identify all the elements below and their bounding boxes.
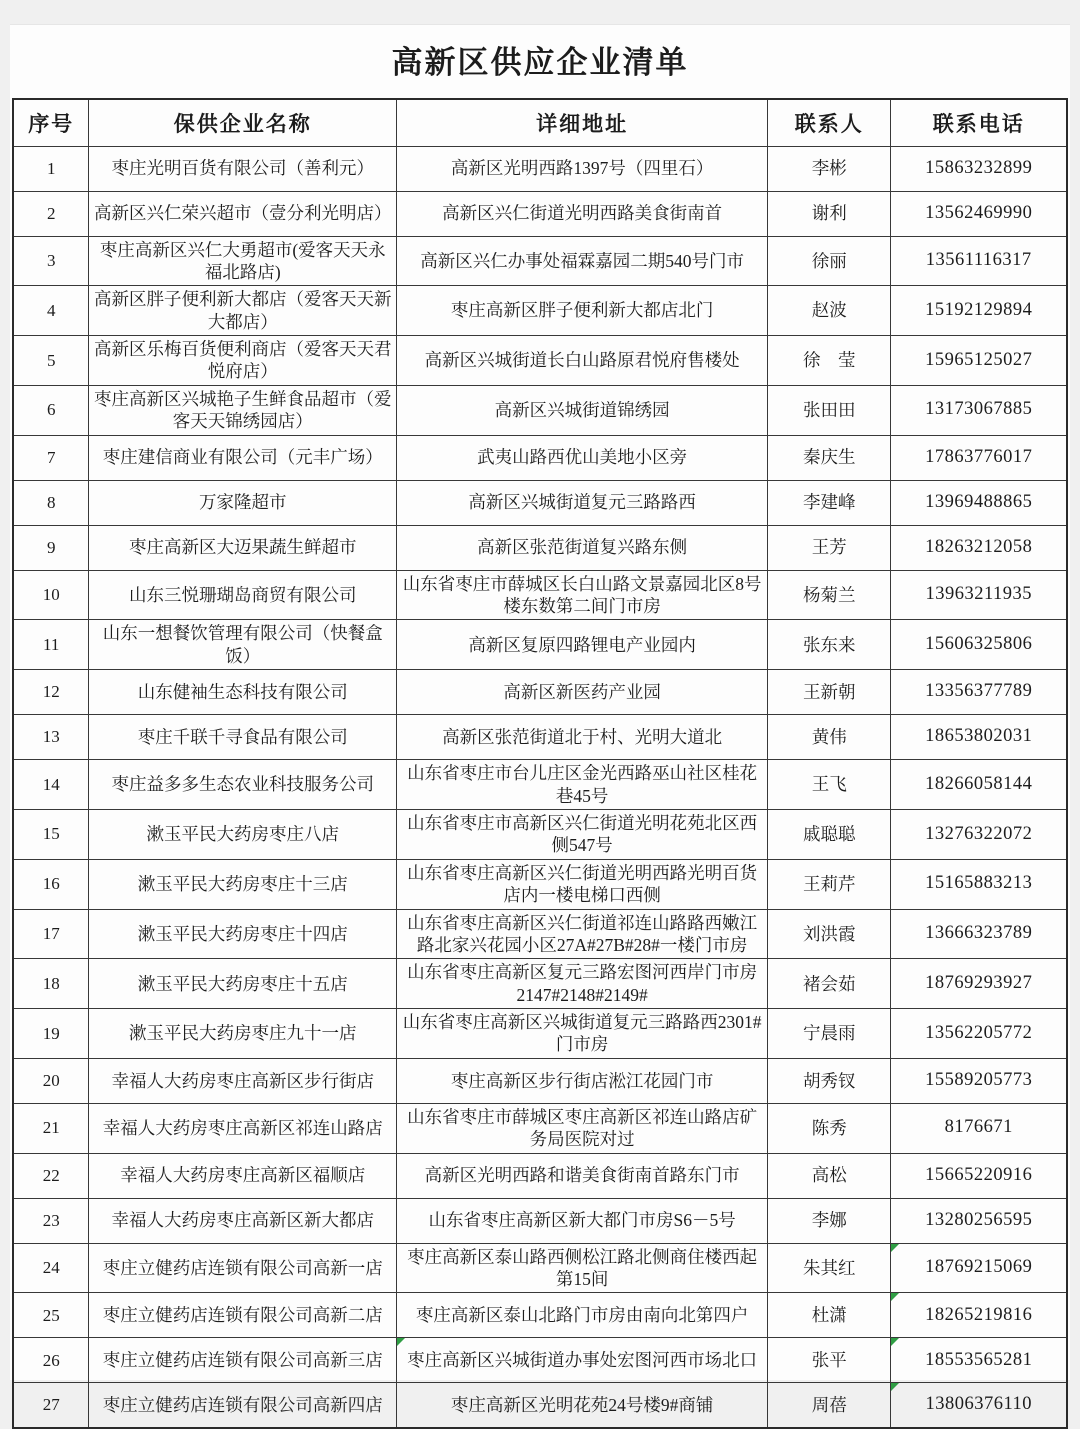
row-name: 高新区胖子便利新大都店（爱客天天新大都店）	[89, 286, 397, 336]
row-address: 高新区光明西路1397号（四里石）	[397, 146, 768, 191]
row-address: 枣庄高新区光明花苑24号楼9#商铺	[397, 1383, 768, 1428]
table-row	[13, 959, 1067, 1009]
row-phone: 18769293927	[891, 959, 1067, 1009]
row-contact: 周蓓	[768, 1383, 891, 1428]
row-no: 22	[13, 1153, 89, 1198]
table-row	[13, 286, 1067, 336]
row-name: 漱玉平民大药房枣庄十三店	[89, 859, 397, 909]
row-contact: 王莉芹	[768, 859, 891, 909]
row-no: 11	[13, 620, 89, 670]
row-phone: 18263212058	[891, 525, 1067, 570]
row-contact: 谢利	[768, 191, 891, 236]
row-contact: 王飞	[768, 760, 891, 810]
row-no: 2	[13, 191, 89, 236]
table-row	[13, 670, 1067, 715]
row-phone: 13969488865	[891, 480, 1067, 525]
table-row	[13, 1198, 1067, 1243]
row-address: 高新区张范街道北于村、光明大道北	[397, 715, 768, 760]
row-address: 武夷山路西优山美地小区旁	[397, 435, 768, 480]
table-row	[13, 336, 1067, 386]
table-row	[13, 909, 1067, 959]
row-phone: 13562469990	[891, 191, 1067, 236]
row-no: 7	[13, 435, 89, 480]
row-address: 山东省枣庄高新区复元三路宏图河西岸门市房2147#2148#2149#	[397, 959, 768, 1009]
row-name: 枣庄高新区兴仁大勇超市(爱客天天永福北路店)	[89, 236, 397, 286]
row-no: 25	[13, 1293, 89, 1338]
row-name: 山东一想餐饮管理有限公司（快餐盒饭）	[89, 620, 397, 670]
row-no: 26	[13, 1338, 89, 1383]
row-address: 高新区新医药产业园	[397, 670, 768, 715]
row-name: 山东三悦珊瑚岛商贸有限公司	[89, 570, 397, 620]
row-contact: 王芳	[768, 525, 891, 570]
row-address: 山东省枣庄高新区兴城街道复元三路路西2301#门市房	[397, 1009, 768, 1059]
row-no: 21	[13, 1103, 89, 1153]
row-phone: 13173067885	[891, 385, 1067, 435]
row-no: 23	[13, 1198, 89, 1243]
row-name: 枣庄光明百货有限公司（善利元）	[89, 146, 397, 191]
table-row	[13, 570, 1067, 620]
table-row	[13, 620, 1067, 670]
row-no: 19	[13, 1009, 89, 1059]
table-row	[13, 236, 1067, 286]
row-address: 山东省枣庄市台儿庄区金光西路巫山社区桂花巷45号	[397, 760, 768, 810]
row-contact: 陈秀	[768, 1103, 891, 1153]
row-name: 枣庄立健药店连锁有限公司高新四店	[89, 1383, 397, 1428]
row-no: 6	[13, 385, 89, 435]
table-row	[13, 1009, 1067, 1059]
row-phone: 18769215069	[891, 1243, 1067, 1293]
row-contact: 褚会茹	[768, 959, 891, 1009]
row-address: 高新区兴城街道复元三路路西	[397, 480, 768, 525]
table-header-row	[13, 99, 1067, 146]
table-row	[13, 809, 1067, 859]
table-row	[13, 480, 1067, 525]
row-address: 枣庄高新区兴城街道办事处宏图河西市场北口	[397, 1338, 768, 1383]
row-name: 幸福人大药房枣庄高新区福顺店	[89, 1153, 397, 1198]
row-contact: 黄伟	[768, 715, 891, 760]
row-phone: 18553565281	[891, 1338, 1067, 1383]
row-name: 漱玉平民大药房枣庄十四店	[89, 909, 397, 959]
row-name: 幸福人大药房枣庄高新区祁连山路店	[89, 1103, 397, 1153]
row-name: 幸福人大药房枣庄高新区步行街店	[89, 1058, 397, 1103]
row-no: 18	[13, 959, 89, 1009]
row-phone: 15863232899	[891, 146, 1067, 191]
row-phone: 18265219816	[891, 1293, 1067, 1338]
table-row	[13, 385, 1067, 435]
row-name: 枣庄立健药店连锁有限公司高新一店	[89, 1243, 397, 1293]
row-no: 5	[13, 336, 89, 386]
row-name: 山东健袖生态科技有限公司	[89, 670, 397, 715]
row-contact: 徐 莹	[768, 336, 891, 386]
row-name: 高新区兴仁荣兴超市（壹分利光明店）	[89, 191, 397, 236]
row-phone: 15165883213	[891, 859, 1067, 909]
table-row	[13, 191, 1067, 236]
row-address: 高新区兴仁办事处福霖嘉园二期540号门市	[397, 236, 768, 286]
table-row	[13, 1383, 1067, 1428]
row-contact: 李建峰	[768, 480, 891, 525]
row-address: 枣庄高新区泰山北路门市房由南向北第四户	[397, 1293, 768, 1338]
row-address: 枣庄高新区步行街店淞江花园门市	[397, 1058, 768, 1103]
row-contact: 刘洪霞	[768, 909, 891, 959]
table-row	[13, 1153, 1067, 1198]
row-phone: 15192129894	[891, 286, 1067, 336]
row-no: 13	[13, 715, 89, 760]
row-contact: 张田田	[768, 385, 891, 435]
row-no: 4	[13, 286, 89, 336]
row-phone: 13666323789	[891, 909, 1067, 959]
row-no: 3	[13, 236, 89, 286]
row-address: 高新区兴仁街道光明西路美食街南首	[397, 191, 768, 236]
header-cell-no: 序号	[13, 99, 89, 146]
row-name: 枣庄益多多生态农业科技服务公司	[89, 760, 397, 810]
row-name: 高新区乐梅百货便利商店（爱客天天君悦府店）	[89, 336, 397, 386]
table-row	[13, 1243, 1067, 1293]
row-phone: 13562205772	[891, 1009, 1067, 1059]
table-row	[13, 760, 1067, 810]
row-address: 山东省枣庄高新区兴仁街道光明西路光明百货店内一楼电梯口西侧	[397, 859, 768, 909]
row-contact: 朱其红	[768, 1243, 891, 1293]
row-address: 山东省枣庄市高新区兴仁街道光明花苑北区西侧547号	[397, 809, 768, 859]
row-contact: 李娜	[768, 1198, 891, 1243]
row-name: 枣庄高新区大迈果蔬生鲜超市	[89, 525, 397, 570]
row-no: 27	[13, 1383, 89, 1428]
row-phone: 18266058144	[891, 760, 1067, 810]
row-no: 8	[13, 480, 89, 525]
row-contact: 戚聪聪	[768, 809, 891, 859]
row-phone: 18653802031	[891, 715, 1067, 760]
row-contact: 李彬	[768, 146, 891, 191]
row-contact: 宁晨雨	[768, 1009, 891, 1059]
row-phone: 15589205773	[891, 1058, 1067, 1103]
row-phone: 17863776017	[891, 435, 1067, 480]
row-contact: 赵波	[768, 286, 891, 336]
row-phone: 13963211935	[891, 570, 1067, 620]
row-address: 高新区复原四路锂电产业园内	[397, 620, 768, 670]
row-name: 枣庄建信商业有限公司（元丰广场）	[89, 435, 397, 480]
row-phone: 15965125027	[891, 336, 1067, 386]
row-address: 山东省枣庄市薛城区枣庄高新区祁连山路店矿务局医院对过	[397, 1103, 768, 1153]
row-phone: 8176671	[891, 1103, 1067, 1153]
row-no: 17	[13, 909, 89, 959]
row-address: 高新区兴城街道锦绣园	[397, 385, 768, 435]
table-row	[13, 1103, 1067, 1153]
header-cell-contact: 联系人	[768, 99, 891, 146]
row-address: 枣庄高新区胖子便利新大都店北门	[397, 286, 768, 336]
table-row	[13, 1058, 1067, 1103]
row-contact: 高松	[768, 1153, 891, 1198]
row-no: 24	[13, 1243, 89, 1293]
table-row	[13, 146, 1067, 191]
table-body	[13, 146, 1067, 1428]
row-address: 山东省枣庄高新区兴仁街道祁连山路路西嫩江路北家兴花园小区27A#27B#28#一楼门市房	[397, 909, 768, 959]
row-no: 15	[13, 809, 89, 859]
row-address: 山东省枣庄高新区新大都门市房S6－5号	[397, 1198, 768, 1243]
row-phone: 13276322072	[891, 809, 1067, 859]
row-address: 枣庄高新区泰山路西侧松江路北侧商住楼西起第15间	[397, 1243, 768, 1293]
row-no: 20	[13, 1058, 89, 1103]
row-phone: 13806376110	[891, 1383, 1067, 1428]
row-phone: 15606325806	[891, 620, 1067, 670]
supply-enterprise-table	[12, 98, 1068, 1429]
row-name: 幸福人大药房枣庄高新区新大都店	[89, 1198, 397, 1243]
row-name: 万家隆超市	[89, 480, 397, 525]
row-name: 枣庄高新区兴城艳子生鲜食品超市（爱客天天锦绣园店）	[89, 385, 397, 435]
row-phone: 13280256595	[891, 1198, 1067, 1243]
row-name: 漱玉平民大药房枣庄九十一店	[89, 1009, 397, 1059]
row-contact: 秦庆生	[768, 435, 891, 480]
table-row	[13, 1338, 1067, 1383]
table-row	[13, 435, 1067, 480]
table-row	[13, 1293, 1067, 1338]
row-name: 漱玉平民大药房枣庄八店	[89, 809, 397, 859]
row-name: 枣庄立健药店连锁有限公司高新二店	[89, 1293, 397, 1338]
table-row	[13, 715, 1067, 760]
row-phone: 13356377789	[891, 670, 1067, 715]
row-name: 漱玉平民大药房枣庄十五店	[89, 959, 397, 1009]
row-contact: 王新朝	[768, 670, 891, 715]
row-address: 山东省枣庄市薛城区长白山路文景嘉园北区8号楼东数第二间门市房	[397, 570, 768, 620]
header-cell-address: 详细地址	[397, 99, 768, 146]
row-name: 枣庄千联千寻食品有限公司	[89, 715, 397, 760]
page-title: 高新区供应企业清单	[10, 25, 1070, 98]
row-no: 14	[13, 760, 89, 810]
row-address: 高新区兴城街道长白山路原君悦府售楼处	[397, 336, 768, 386]
document-sheet	[10, 24, 1070, 1380]
row-no: 10	[13, 570, 89, 620]
row-address: 高新区张范街道复兴路东侧	[397, 525, 768, 570]
table-row	[13, 525, 1067, 570]
row-contact: 胡秀钗	[768, 1058, 891, 1103]
row-phone: 15665220916	[891, 1153, 1067, 1198]
row-contact: 张东来	[768, 620, 891, 670]
row-phone: 13561116317	[891, 236, 1067, 286]
table-row	[13, 859, 1067, 909]
row-no: 1	[13, 146, 89, 191]
row-no: 9	[13, 525, 89, 570]
row-contact: 杨菊兰	[768, 570, 891, 620]
row-no: 16	[13, 859, 89, 909]
row-address: 高新区光明西路和谐美食街南首路东门市	[397, 1153, 768, 1198]
row-contact: 徐丽	[768, 236, 891, 286]
row-contact: 杜潇	[768, 1293, 891, 1338]
row-contact: 张平	[768, 1338, 891, 1383]
row-name: 枣庄立健药店连锁有限公司高新三店	[89, 1338, 397, 1383]
header-cell-name: 保供企业名称	[89, 99, 397, 146]
row-no: 12	[13, 670, 89, 715]
header-cell-phone: 联系电话	[891, 99, 1067, 146]
